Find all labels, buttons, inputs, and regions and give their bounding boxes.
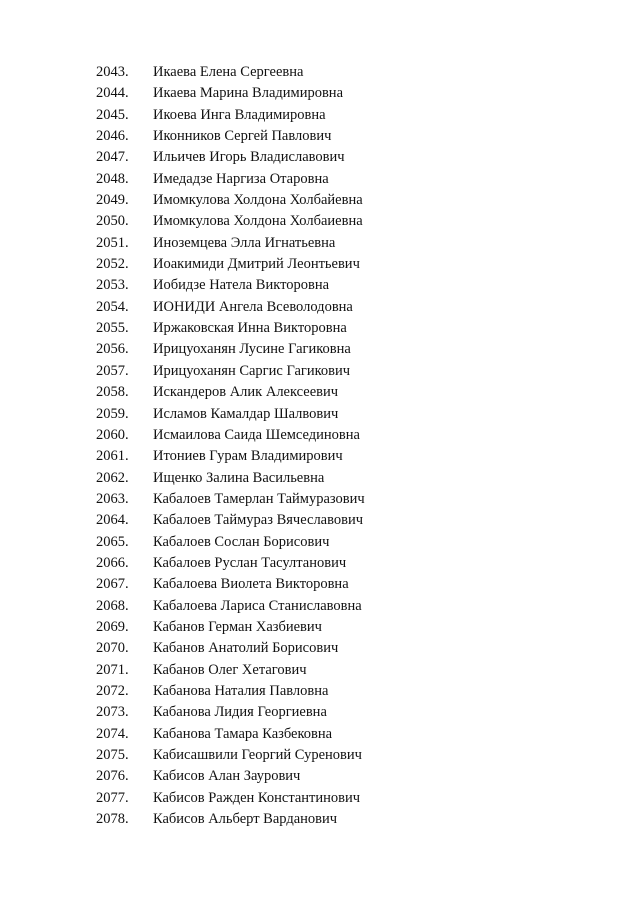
entry-number: 2070. bbox=[96, 640, 129, 657]
list-item bbox=[96, 809, 365, 830]
entry-number: 2059. bbox=[96, 405, 129, 422]
list-item bbox=[96, 297, 365, 318]
entry-number: 2067. bbox=[96, 576, 129, 593]
entry-name: Исламов Камалдар Шалвович bbox=[153, 405, 339, 422]
list-item bbox=[96, 275, 365, 296]
entry-number: 2063. bbox=[96, 490, 129, 507]
list-item bbox=[96, 617, 365, 638]
entry-name: Иноземцева Элла Игнатьевна bbox=[153, 234, 336, 251]
entry-number: 2072. bbox=[96, 682, 129, 699]
entry-number: 2062. bbox=[96, 469, 129, 486]
entry-name: Икоева Инга Владимировна bbox=[153, 106, 326, 123]
entry-number: 2073. bbox=[96, 704, 129, 721]
list-item bbox=[96, 361, 365, 382]
entry-number: 2077. bbox=[96, 789, 129, 806]
entry-name: Кабанова Лидия Георгиевна bbox=[153, 704, 327, 721]
entry-number: 2076. bbox=[96, 768, 129, 785]
entry-number: 2047. bbox=[96, 149, 129, 166]
list-item bbox=[96, 126, 365, 147]
list-item bbox=[96, 638, 365, 659]
entry-number: 2054. bbox=[96, 298, 129, 315]
list-item bbox=[96, 660, 365, 681]
entry-name: Кабалоев Сослан Борисович bbox=[153, 533, 330, 550]
name-list bbox=[96, 62, 365, 830]
list-item bbox=[96, 446, 365, 467]
list-item bbox=[96, 62, 365, 83]
entry-name: Кабисашвили Георгий Суренович bbox=[153, 747, 362, 763]
entry-name: Кабалоев Таймураз Вячеславович bbox=[153, 512, 364, 529]
list-item bbox=[96, 724, 365, 745]
list-item bbox=[96, 532, 365, 553]
list-item bbox=[96, 233, 365, 254]
entry-number: 2055. bbox=[96, 320, 129, 337]
entry-number: 2053. bbox=[96, 277, 129, 294]
entry-number: 2064. bbox=[96, 512, 129, 529]
entry-name: Иобидзе Натела Викторовна bbox=[153, 277, 330, 294]
entry-name: Кабанов Олег Хетагович bbox=[153, 661, 307, 678]
entry-number: 2069. bbox=[96, 618, 129, 635]
entry-number: 2061. bbox=[96, 448, 129, 465]
entry-name: Имомкулова Холдона Холбайевна bbox=[153, 192, 363, 209]
entry-number: 2056. bbox=[96, 341, 129, 358]
entry-name: Кабанов Герман Хазбиевич bbox=[153, 618, 322, 635]
list-item bbox=[96, 382, 365, 403]
entry-name: Ищенко Залина Васильевна bbox=[153, 469, 325, 486]
list-item bbox=[96, 254, 365, 275]
list-item bbox=[96, 788, 365, 809]
entry-number: 2046. bbox=[96, 128, 129, 145]
list-item bbox=[96, 596, 365, 617]
entry-name: Ирицуоханян Лусине Гагиковна bbox=[153, 341, 351, 358]
entry-name: Иоакимиди Дмитрий Леонтьевич bbox=[153, 256, 360, 273]
list-item bbox=[96, 468, 365, 489]
list-item bbox=[96, 105, 365, 126]
entry-number: 2068. bbox=[96, 597, 129, 614]
list-item bbox=[96, 147, 365, 168]
entry-name: Исмаилова Саида Шемсединовна bbox=[153, 426, 360, 443]
list-item bbox=[96, 190, 365, 211]
list-item bbox=[96, 745, 365, 766]
entry-number: 2051. bbox=[96, 234, 129, 251]
list-item bbox=[96, 510, 365, 531]
entry-name: Кабанова Наталия Павловна bbox=[153, 682, 329, 699]
entry-name: Имомкулова Холдона Холбаиевна bbox=[153, 213, 363, 230]
list-item bbox=[96, 318, 365, 339]
entry-name: Кабанов Анатолий Борисович bbox=[153, 640, 339, 657]
list-item bbox=[96, 211, 365, 232]
entry-number: 2078. bbox=[96, 811, 129, 828]
entry-name: Кабалоева Лариса Станиславовна bbox=[153, 597, 362, 614]
entry-name: Кабисов Алан Заурович bbox=[153, 768, 301, 785]
entry-name: Кабанова Тамара Казбековна bbox=[153, 725, 333, 742]
entry-name: Кабалоева Виолета Викторовна bbox=[153, 576, 349, 593]
entry-number: 2049. bbox=[96, 192, 129, 209]
entry-number: 2058. bbox=[96, 384, 129, 401]
entry-name: Искандеров Алик Алексеевич bbox=[153, 384, 339, 401]
entry-number: 2057. bbox=[96, 362, 129, 379]
list-item bbox=[96, 553, 365, 574]
entry-name: Имедадзе Наргиза Отаровна bbox=[153, 170, 329, 187]
entry-name: Кабисов Альберт Варданович bbox=[153, 811, 338, 828]
list-item bbox=[96, 339, 365, 360]
entry-number: 2060. bbox=[96, 426, 129, 443]
entry-name: Кабалоев Руслан Тасултанович bbox=[153, 554, 347, 571]
entry-name: Ильичев Игорь Владиславович bbox=[153, 149, 345, 166]
list-item bbox=[96, 489, 365, 510]
list-item bbox=[96, 574, 365, 595]
list-item bbox=[96, 702, 365, 723]
entry-number: 2075. bbox=[96, 747, 129, 763]
entry-name: ИОНИДИ Ангела Всеволодовна bbox=[153, 298, 353, 315]
entry-name: Итониев Гурам Владимирович bbox=[153, 448, 343, 465]
entry-number: 2045. bbox=[96, 106, 129, 123]
list-item bbox=[96, 766, 365, 787]
list-item bbox=[96, 681, 365, 702]
entry-name: Ирицуоханян Саргис Гагикович bbox=[153, 362, 351, 379]
list-item bbox=[96, 404, 365, 425]
list-item bbox=[96, 425, 365, 446]
list-item bbox=[96, 169, 365, 190]
entry-number: 2043. bbox=[96, 64, 129, 80]
entry-number: 2074. bbox=[96, 725, 129, 742]
entry-name: Иржаковская Инна Викторовна bbox=[153, 320, 347, 337]
entry-name: Иконников Сергей Павлович bbox=[153, 128, 332, 145]
entry-name: Кабисов Ражден Константинович bbox=[153, 789, 361, 806]
entry-number: 2044. bbox=[96, 85, 129, 102]
entry-number: 2065. bbox=[96, 533, 129, 550]
entry-number: 2052. bbox=[96, 256, 129, 273]
list-item bbox=[96, 83, 365, 104]
entry-number: 2066. bbox=[96, 554, 129, 571]
entry-name: Икаева Елена Сергеевна bbox=[153, 64, 304, 80]
entry-name: Икаева Марина Владимировна bbox=[153, 85, 344, 102]
entry-number: 2050. bbox=[96, 213, 129, 230]
entry-number: 2048. bbox=[96, 170, 129, 187]
entry-name: Кабалоев Тамерлан Таймуразович bbox=[153, 490, 365, 507]
entry-number: 2071. bbox=[96, 661, 129, 678]
